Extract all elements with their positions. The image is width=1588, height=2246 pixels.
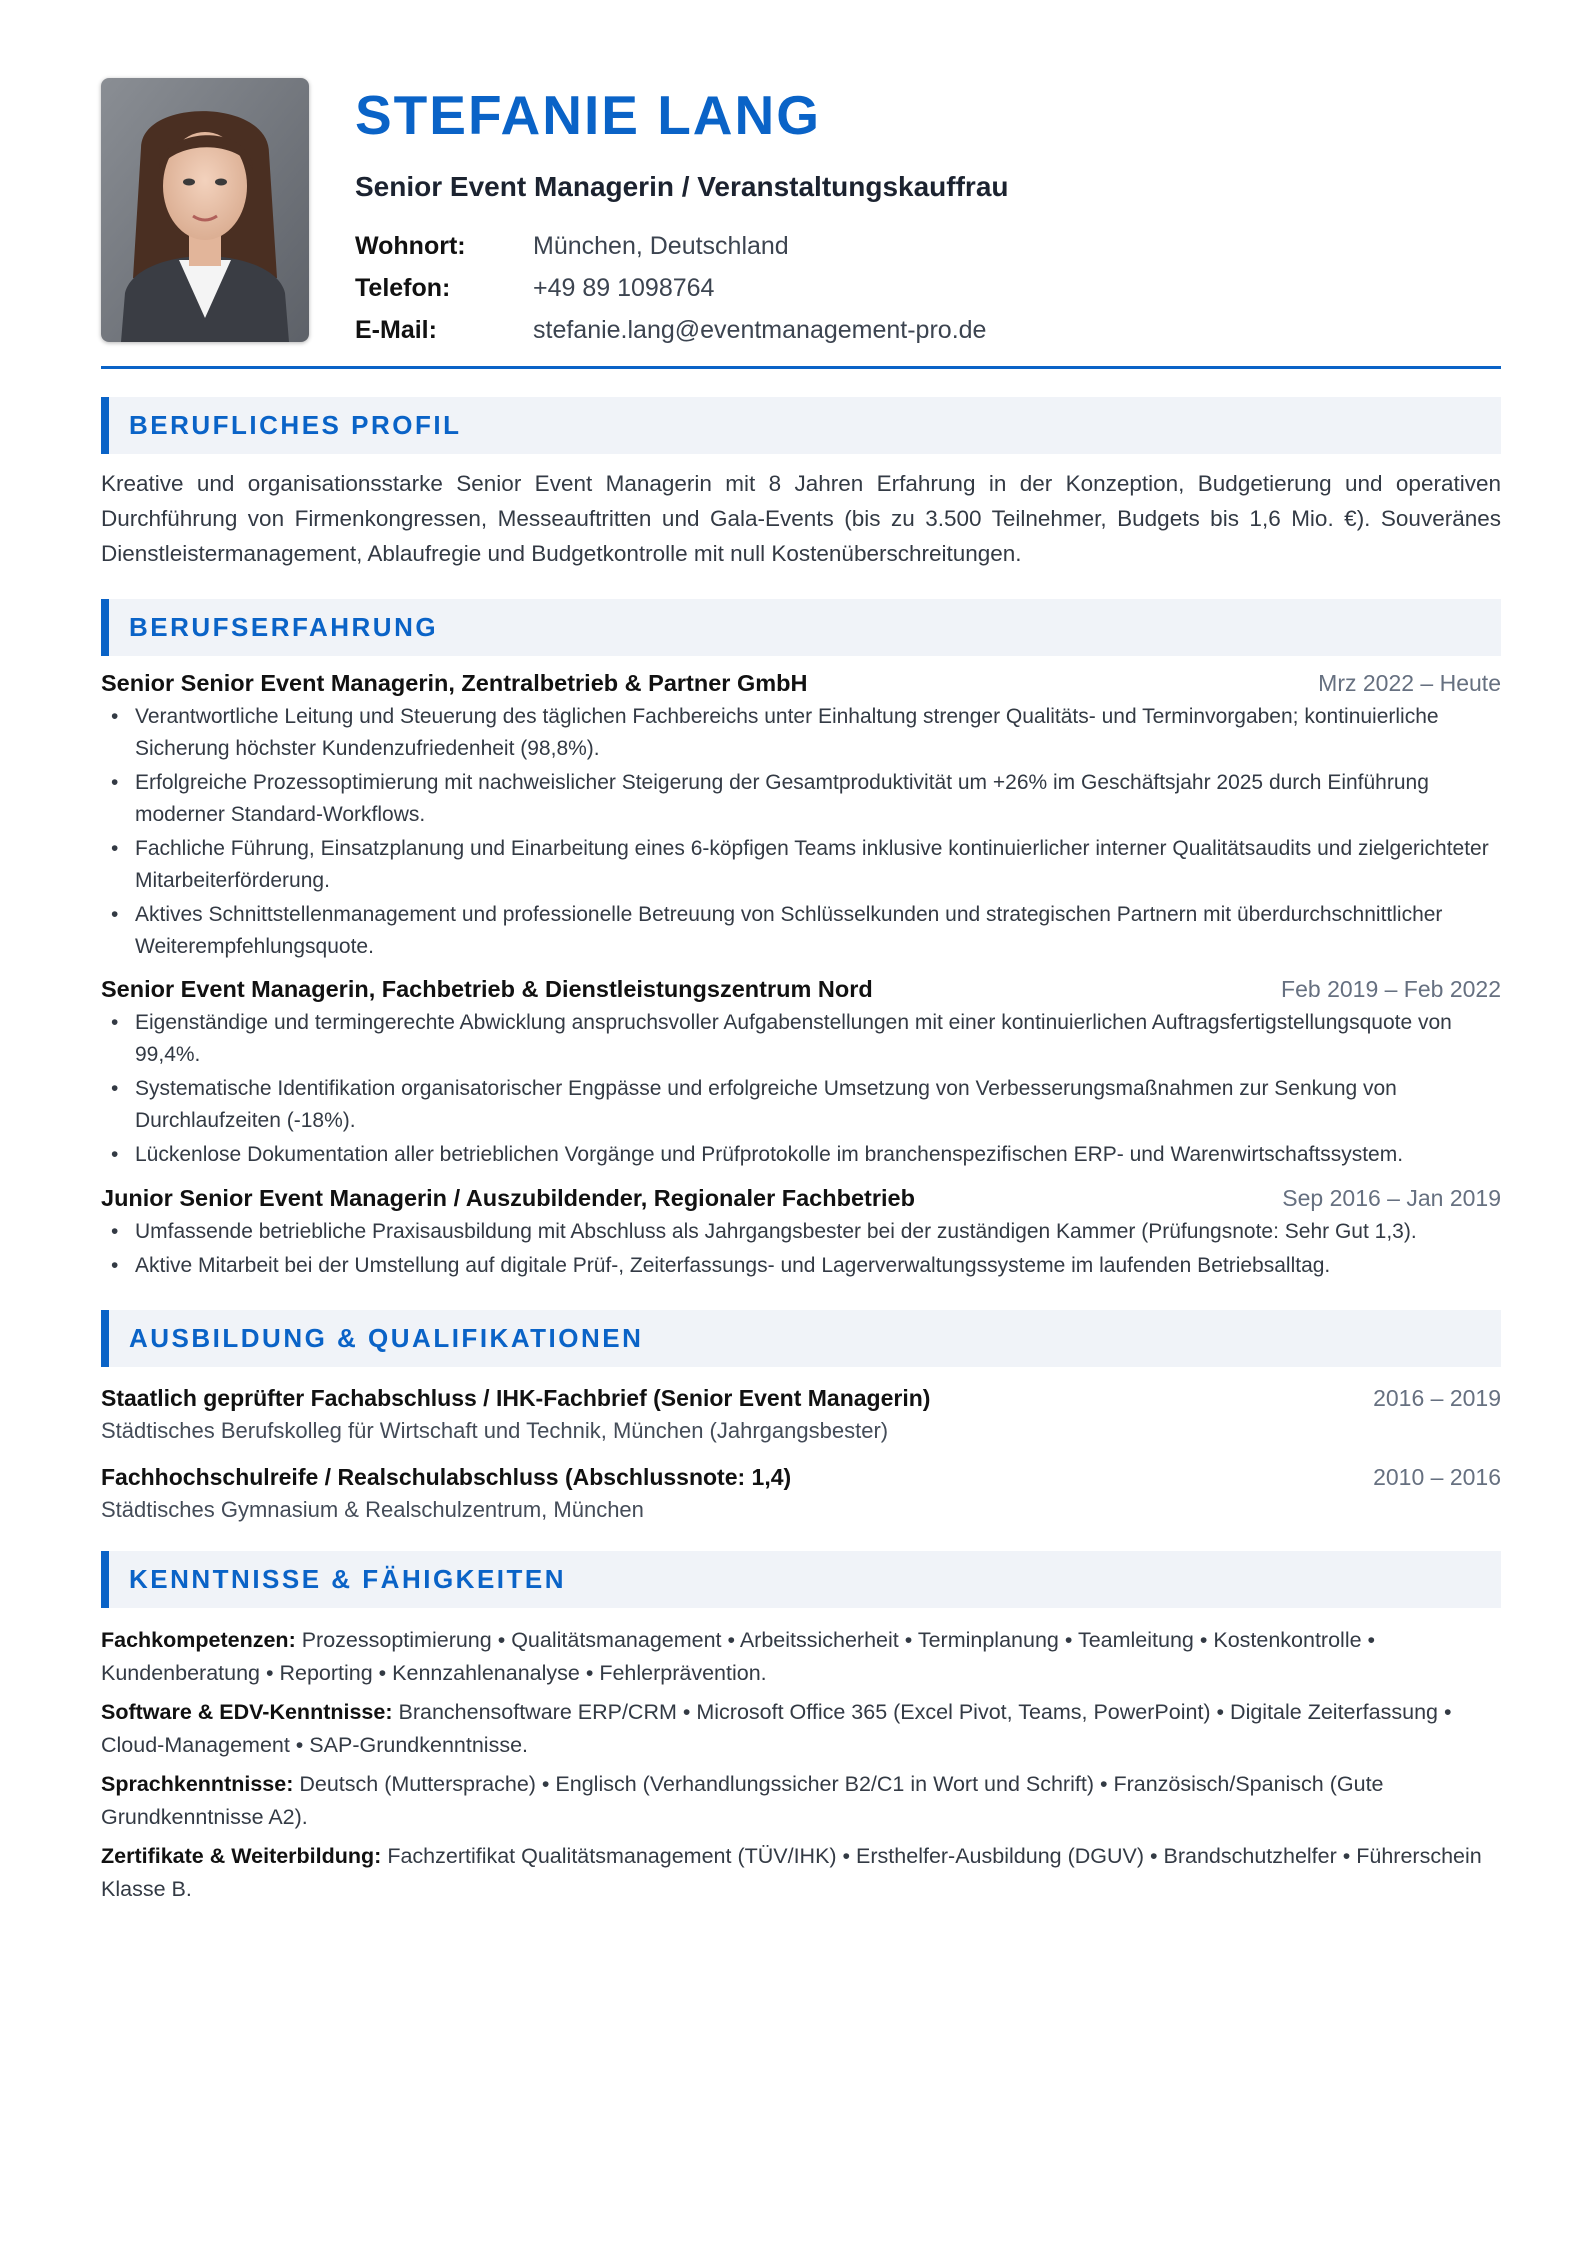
email-value: stefanie.lang@eventmanagement-pro.de <box>533 316 987 344</box>
contact-row-location <box>355 225 1009 267</box>
job-bullet: • Fachliche Führung, Einsatzplanung und Einarbeitung eines 6-köpfigen Teams inklusive kontinuierlicher interner Qualitätsaudits und zielgerichteter Mitarbeiterförderung. <box>101 833 1501 896</box>
job-date: Mrz 2022 – Heute <box>1318 670 1501 696</box>
section-title: KENNTNISSE & FÄHIGKEITEN <box>129 1563 567 1594</box>
education-header <box>101 1385 1501 1412</box>
skill-text: Fachzertifikat Qualitätsmanagement (TÜV/IHK) • Ersthelfer-Ausbildung (DGUV) • Brandschutzhelfer • Führerschein Klasse B. <box>101 1843 1482 1901</box>
profile-photo <box>101 78 309 342</box>
job-role: Junior Senior Event Managerin / Auszubildender, Regionaler Fachbetrieb <box>101 1184 915 1211</box>
education-header <box>101 1464 1501 1491</box>
skill-label: Sprachkenntnisse: <box>101 1771 294 1796</box>
job-header <box>101 670 1501 697</box>
portrait-image <box>101 78 309 342</box>
skill-line <box>101 1840 1501 1906</box>
header-info <box>355 78 1009 351</box>
section-title: BERUFSERFAHRUNG <box>129 612 439 642</box>
education-date: 2010 – 2016 <box>1373 1463 1501 1490</box>
job-entry <box>101 670 1501 962</box>
section-heading-education <box>101 1310 1501 1367</box>
skill-line <box>101 1696 1501 1762</box>
job-date: Sep 2016 – Jan 2019 <box>1282 1184 1501 1211</box>
job-entry <box>101 976 1501 1171</box>
job-bullets <box>101 1216 1501 1282</box>
resume-header <box>101 78 1501 354</box>
skill-label: Fachkompetenzen: <box>101 1627 296 1652</box>
profile-summary: Kreative und organisationsstarke Senior Event Managerin mit 8 Jahren Erfahrung in der Konzeption, Budgetierung und operativen Durchführung von Firmenkongressen, Messeauftritten und Gala-Events (bis zu 3.500 Teilnehmer, Budgets bis 1,6 Mio. €). Souveränes Dienstleistermanagement, Ablaufregie und Budgetkontrolle mit null Kostenüberschreitungen. <box>101 471 1501 566</box>
skill-label: Software & EDV-Kenntnisse: <box>101 1699 393 1724</box>
job-title: Senior Event Managerin / Veranstaltungskauffrau <box>355 171 1009 202</box>
job-bullet: • Eigenständige und termingerechte Abwicklung anspruchsvoller Aufgabenstellungen mit einer kontinuierlichen Auftragsfertigstellungsquote von 99,4%. <box>101 1007 1501 1070</box>
education-title: Staatlich geprüfter Fachabschluss / IHK-Fachbrief (Senior Event Managerin) <box>101 1384 931 1411</box>
contact-label: E-Mail: <box>355 316 437 344</box>
contact-row-email <box>355 309 1009 351</box>
job-bullets <box>101 1007 1501 1171</box>
job-bullet: • Umfassende betriebliche Praxisausbildung mit Abschluss als Jahrgangsbester bei der zuständigen Kammer (Prüfungsnote: Sehr Gut 1,3). <box>101 1216 1501 1248</box>
contact-row-phone <box>355 267 1009 309</box>
job-date: Feb 2019 – Feb 2022 <box>1281 976 1501 1002</box>
skill-text: Branchensoftware ERP/CRM • Microsoft Office 365 (Excel Pivot, Teams, PowerPoint) • Digitale Zeiterfassung • Cloud-Management • SAP-Grundkenntnisse. <box>101 1699 1452 1757</box>
job-bullet: • Lückenlose Dokumentation aller betrieblichen Vorgänge und Prüfprotokolle im branchenspezifischen ERP- und Warenwirtschaftssystem. <box>101 1139 1501 1171</box>
job-bullet: • Aktives Schnittstellenmanagement und professionelle Betreuung von Schlüsselkunden und strategischen Partnern mit überdurchschnittlicher Weiterempfehlungsquote. <box>101 899 1501 962</box>
education-entry <box>101 1385 1501 1444</box>
contact-details <box>355 225 1009 351</box>
header-divider <box>101 366 1501 369</box>
job-role: Senior Senior Event Managerin, Zentralbetrieb & Partner GmbH <box>101 670 808 696</box>
job-bullets <box>101 701 1501 962</box>
section-heading-skills <box>101 1551 1501 1608</box>
skills-list <box>101 1624 1501 1906</box>
contact-label: Telefon: <box>355 274 451 302</box>
education-entry <box>101 1464 1501 1523</box>
job-role: Senior Event Managerin, Fachbetrieb & Dienstleistungszentrum Nord <box>101 976 873 1002</box>
skill-line <box>101 1768 1501 1834</box>
job-header <box>101 1185 1501 1212</box>
section-heading-profile <box>101 397 1501 454</box>
section-heading-experience <box>101 599 1501 656</box>
education-school: Städtisches Berufskolleg für Wirtschaft und Technik, München (Jahrgangsbester) <box>101 1417 889 1443</box>
section-title: AUSBILDUNG & QUALIFIKATIONEN <box>129 1322 644 1353</box>
location-value: München, Deutschland <box>533 232 789 260</box>
education-title: Fachhochschulreife / Realschulabschluss (Abschlussnote: 1,4) <box>101 1463 792 1490</box>
job-bullet: • Verantwortliche Leitung und Steuerung des täglichen Fachbereichs unter Einhaltung strenger Qualitäts- und Terminvorgaben; kontinuierliche Sicherung höchster Kundenzufriedenheit (98,8%). <box>101 701 1501 764</box>
skill-text: Deutsch (Muttersprache) • Englisch (Verhandlungssicher B2/C1 in Wort und Schrift) • Französisch/Spanisch (Gute Grundkenntnisse A2). <box>101 1771 1384 1829</box>
education-school: Städtisches Gymnasium & Realschulzentrum, München <box>101 1496 644 1522</box>
job-bullet: • Aktive Mitarbeit bei der Umstellung auf digitale Prüf-, Zeiterfassungs- und Lagerverwaltungssysteme im laufenden Betriebsalltag. <box>101 1250 1501 1282</box>
job-bullet: • Erfolgreiche Prozessoptimierung mit nachweislicher Steigerung der Gesamtproduktivität um +26% im Geschäftsjahr 2025 durch Einführung moderner Standard-Workflows. <box>101 767 1501 830</box>
skill-text: Prozessoptimierung • Qualitätsmanagement • Arbeitssicherheit • Terminplanung • Teamleitung • Kostenkontrolle • Kundenberatung • Reporting • Kennzahlenanalyse • Fehlerprävention. <box>101 1627 1376 1685</box>
job-entry <box>101 1185 1501 1282</box>
skill-label: Zertifikate & Weiterbildung: <box>101 1843 382 1868</box>
section-title: BERUFLICHES PROFIL <box>129 410 462 440</box>
skill-line <box>101 1624 1501 1690</box>
job-header <box>101 976 1501 1003</box>
education-date: 2016 – 2019 <box>1373 1384 1501 1411</box>
contact-label: Wohnort: <box>355 232 466 260</box>
full-name: STEFANIE LANG <box>355 84 822 146</box>
job-bullet: • Systematische Identifikation organisatorischer Engpässe und erfolgreiche Umsetzung von Verbesserungsmaßnahmen zur Senkung von Durchlaufzeiten (-18%). <box>101 1073 1501 1136</box>
phone-value: +49 89 1098764 <box>533 274 715 302</box>
